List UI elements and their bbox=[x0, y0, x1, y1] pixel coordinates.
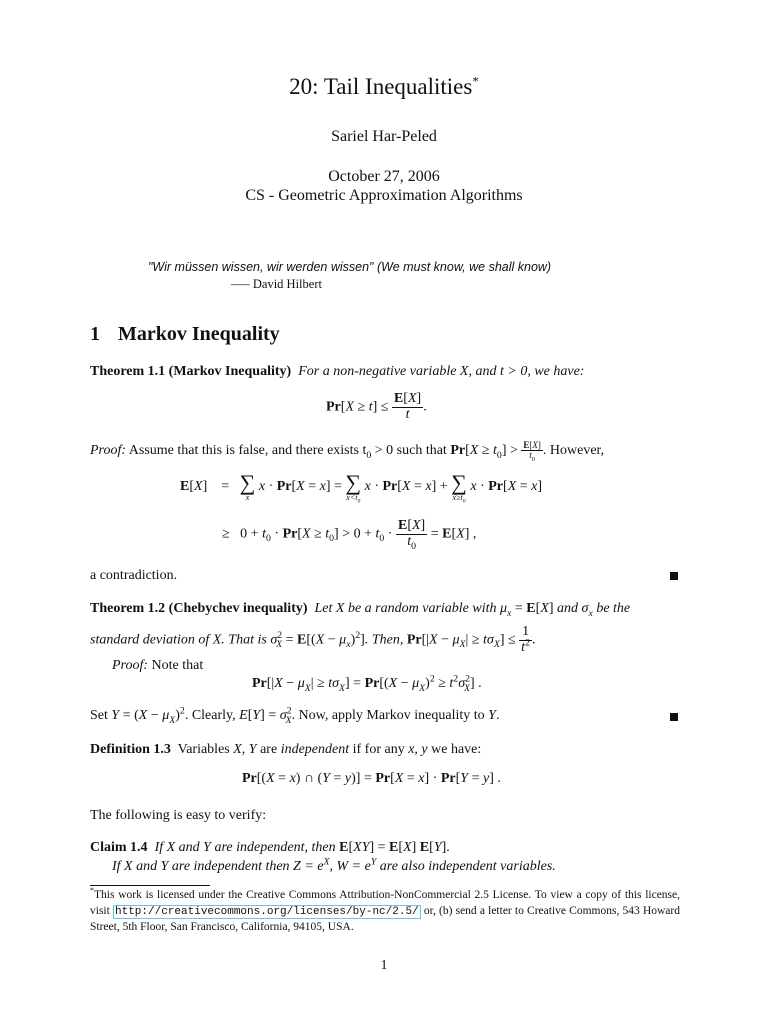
course-name: CS - Geometric Approximation Algorithms bbox=[245, 187, 523, 204]
epigraph-attribution: —– David Hilbert bbox=[231, 277, 322, 291]
section-number: 1 bbox=[90, 323, 100, 345]
proof-1-closing: a contradiction. bbox=[90, 568, 178, 583]
theorem-1-1 bbox=[90, 362, 680, 382]
theorem-1-2-line2: standard deviation of X. That is $\sigma^2_X = E[(X - \mu_x)^2]$. Then, $Pr[|X - \mu_X| \ge t\sigma_X]$ ≤ $\frac{1}{t^2}$ . bbox=[90, 624, 536, 655]
page-number: 1 bbox=[380, 958, 388, 973]
section-heading bbox=[90, 323, 280, 346]
footnote-rule bbox=[90, 885, 210, 886]
proof-1-text: Proof: Assume that this is false, and there exists $t_0 > 0$ such that $Pr[X \ge t_0]$ > $\frac{E[X]}{t_0}$ . However, bbox=[90, 440, 605, 464]
proof-2-set-line: Set $Y = (X - \mu_X)^2$. Clearly, $E[Y] = \sigma^2_X$. Now, apply Markov inequality to Y. bbox=[90, 705, 500, 726]
definition-1-3: Definition 1.3 Variables X, Y are independent if for any x, y we have: bbox=[90, 742, 482, 757]
claim-label: Claim 1.4 bbox=[90, 840, 148, 855]
date: October 27, 2006 bbox=[328, 168, 440, 185]
qed-mark bbox=[670, 713, 678, 721]
proof-label: Proof: bbox=[112, 658, 149, 673]
claim-1-4-line2: If X and Y are independent then $Z = e^X$, $W = e^Y$ are also independent variables. bbox=[112, 856, 556, 874]
license-link[interactable]: http://creativecommons.org/licenses/by-nc/2.5/ bbox=[115, 905, 419, 918]
epigraph-quote: "Wir müssen wissen, wir werden wissen" (We must know, we shall know) bbox=[148, 260, 552, 274]
easy-verify-text: The following is easy to verify: bbox=[90, 808, 267, 823]
footnote-mark: * bbox=[90, 886, 95, 896]
proof-2-text: Proof: Note that bbox=[112, 658, 204, 673]
title-footnote-mark: * bbox=[472, 73, 479, 89]
proof-label: Proof: bbox=[90, 443, 127, 459]
section-title: Markov Inequality bbox=[118, 323, 280, 345]
definition-label: Definition 1.3 bbox=[90, 742, 171, 757]
chebychev-proof-formula: $Pr[|X - \mu_X| \ge t\sigma_X] = Pr[(X - \mu_X)^2 \ge t^2\sigma^2_X]$ . bbox=[252, 673, 482, 694]
footnote: *This work is licensed under the Creative Commons Attribution-NonCommercial 2.5 License. To view a copy of this license, visit http://creativecommons.org/licenses/by-nc/2.5/ or, (b) send a letter to Creative Commons, 543 Howard Street, 5th Floor, San Francisco, California, 94105, USA. bbox=[90, 886, 680, 933]
theorem-1-2: Theorem 1.2 (Chebychev inequality) Let X be a random variable with $\mu_x = E[X]$ and $\sigma_x$ be the bbox=[90, 601, 631, 619]
theorem-statement: For a non-negative variable X, and t > 0, we have: bbox=[298, 364, 585, 379]
theorem-label: Theorem 1.1 (Markov Inequality) bbox=[90, 364, 292, 379]
expectation-equation-line2: ≥ $0 + t_0 \cdot Pr[X \ge t_0] > 0 + t_0$ · $\frac{E[X]}{t_0}$ = E[X] , bbox=[222, 518, 477, 552]
independence-formula: Pr[(X = x) ∩ (Y = y)] = Pr[X = x] · Pr[Y = y] . bbox=[242, 771, 501, 786]
expectation-equation-line1: E[X] = ∑ x x · Pr[X = x] = ∑ $x<t_0$ x · Pr[X = x] + ∑ $x\ge t_0$ x · Pr[X = x] bbox=[180, 470, 543, 505]
author-name: Sariel Har-Peled bbox=[331, 128, 437, 145]
paper-title: 20: Tail Inequalities* bbox=[289, 73, 479, 99]
markov-formula: Pr[X ≥ t] ≤ $\frac{E[X]}{t}$ . bbox=[326, 391, 427, 422]
claim-1-4: Claim 1.4 If X and Y are independent, then E[XY] = E[X] E[Y]. bbox=[90, 840, 450, 855]
theorem-label: Theorem 1.2 (Chebychev inequality) bbox=[90, 601, 308, 616]
qed-mark bbox=[670, 572, 678, 580]
